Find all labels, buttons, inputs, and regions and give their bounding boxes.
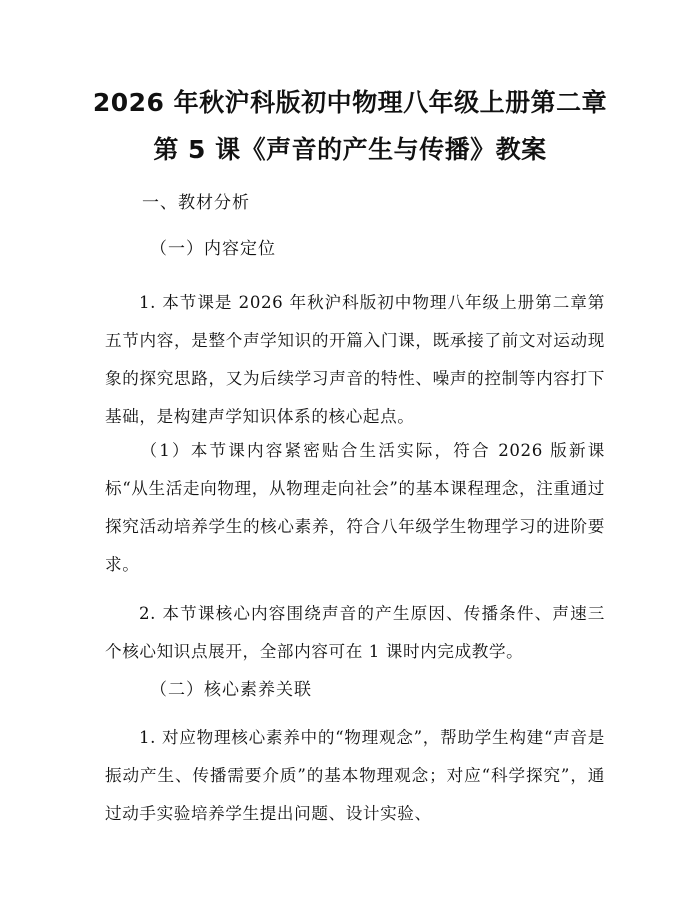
paragraph-1	[105, 284, 605, 436]
paragraph-1-text: 1. 本节课是 2026 年秋沪科版初中物理八年级上册第二章第五节内容，是整个声学知识的开篇入门课，既承接了前文对运动现象的探究思路，又为后续学习声音的特性、噪声的控制等内容打下基础，是构建声学知识体系的核心起点。	[105, 293, 605, 426]
paragraph-3	[105, 595, 605, 671]
paragraph-4-text: 1. 对应物理核心素养中的“物理观念”，帮助学生构建“声音是振动产生、传播需要介质”的基本物理观念；对应“科学探究”，通过动手实验培养学生提出问题、设计实验、	[105, 728, 605, 823]
paragraph-3-text: 2. 本节课核心内容围绕声音的产生原因、传播条件、声速三个核心知识点展开，全部内容可在 1 课时内完成教学。	[105, 604, 605, 661]
subsection-heading-core-literacy: （二）核心素养关联	[150, 680, 312, 700]
document-title-line-1: 2026 年秋沪科版初中物理八年级上册第二章	[92, 88, 608, 117]
paragraph-2-text: （1）本节课内容紧密贴合生活实际，符合 2026 版新课标“从生活走向物理，从物理走向社会”的基本课程理念，注重通过探究活动培养学生的核心素养，符合八年级学生物理学习的进阶要求。	[105, 441, 605, 574]
paragraph-4	[105, 719, 605, 833]
document-title-line-2: 第 5 课《声音的产生与传播》教案	[153, 135, 547, 164]
section-heading-textbook-analysis: 一、教材分析	[142, 193, 250, 213]
subsection-heading-content-positioning: （一）内容定位	[150, 239, 276, 259]
paragraph-2	[105, 432, 605, 584]
